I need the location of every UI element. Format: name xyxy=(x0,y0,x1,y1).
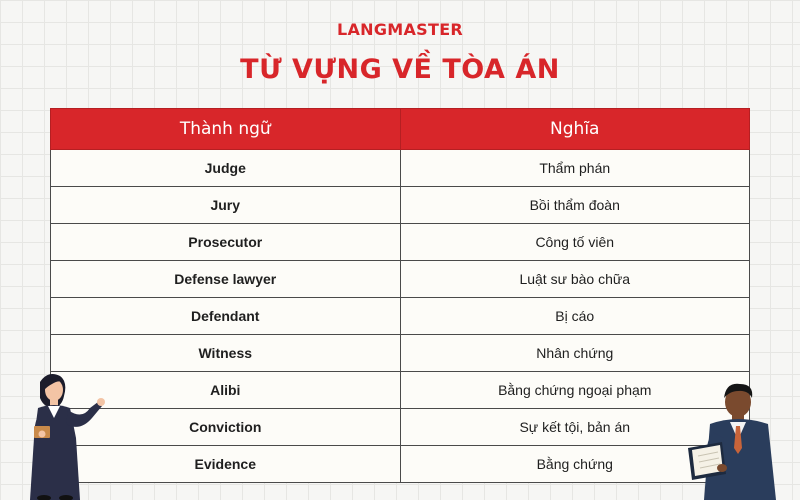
meaning-cell: Công tố viên xyxy=(400,224,750,261)
lawyer-man-with-book-illustration xyxy=(682,376,792,500)
term-cell: Defendant xyxy=(51,298,401,335)
table-row xyxy=(51,372,750,409)
term-cell: Judge xyxy=(51,150,401,187)
table-row xyxy=(51,261,750,298)
meaning-cell: Nhân chứng xyxy=(400,335,750,372)
column-header-meaning: Nghĩa xyxy=(400,109,750,150)
meaning-cell: Bằng chứng ngoại phạm xyxy=(400,372,750,409)
meaning-cell: Thẩm phán xyxy=(400,150,750,187)
table-row xyxy=(51,335,750,372)
term-cell: Witness xyxy=(51,335,401,372)
brand-logo: LANGMASTER xyxy=(336,20,464,39)
term-cell: Prosecutor xyxy=(51,224,401,261)
table-header-row xyxy=(51,109,750,150)
meaning-cell: Sự kết tội, bản án xyxy=(400,409,750,446)
term-cell: Jury xyxy=(51,187,401,224)
column-header-term: Thành ngữ xyxy=(51,109,401,150)
meaning-cell: Bồi thẩm đoàn xyxy=(400,187,750,224)
term-cell: Defense lawyer xyxy=(51,261,401,298)
page-title: TỪ VỰNG VỀ TÒA ÁN xyxy=(240,54,560,85)
table-row xyxy=(51,224,750,261)
table-row xyxy=(51,409,750,446)
table-row xyxy=(51,187,750,224)
lawyer-woman-illustration xyxy=(18,368,130,500)
term-cell: Alibi xyxy=(51,372,401,409)
term-cell: Conviction xyxy=(51,409,401,446)
table-row xyxy=(51,446,750,483)
meaning-cell: Bằng chứng xyxy=(400,446,750,483)
meaning-cell: Bị cáo xyxy=(400,298,750,335)
term-cell: Evidence xyxy=(51,446,401,483)
table-row xyxy=(51,150,750,187)
meaning-cell: Luật sư bào chữa xyxy=(400,261,750,298)
vocabulary-table xyxy=(50,108,750,483)
table-row xyxy=(51,298,750,335)
